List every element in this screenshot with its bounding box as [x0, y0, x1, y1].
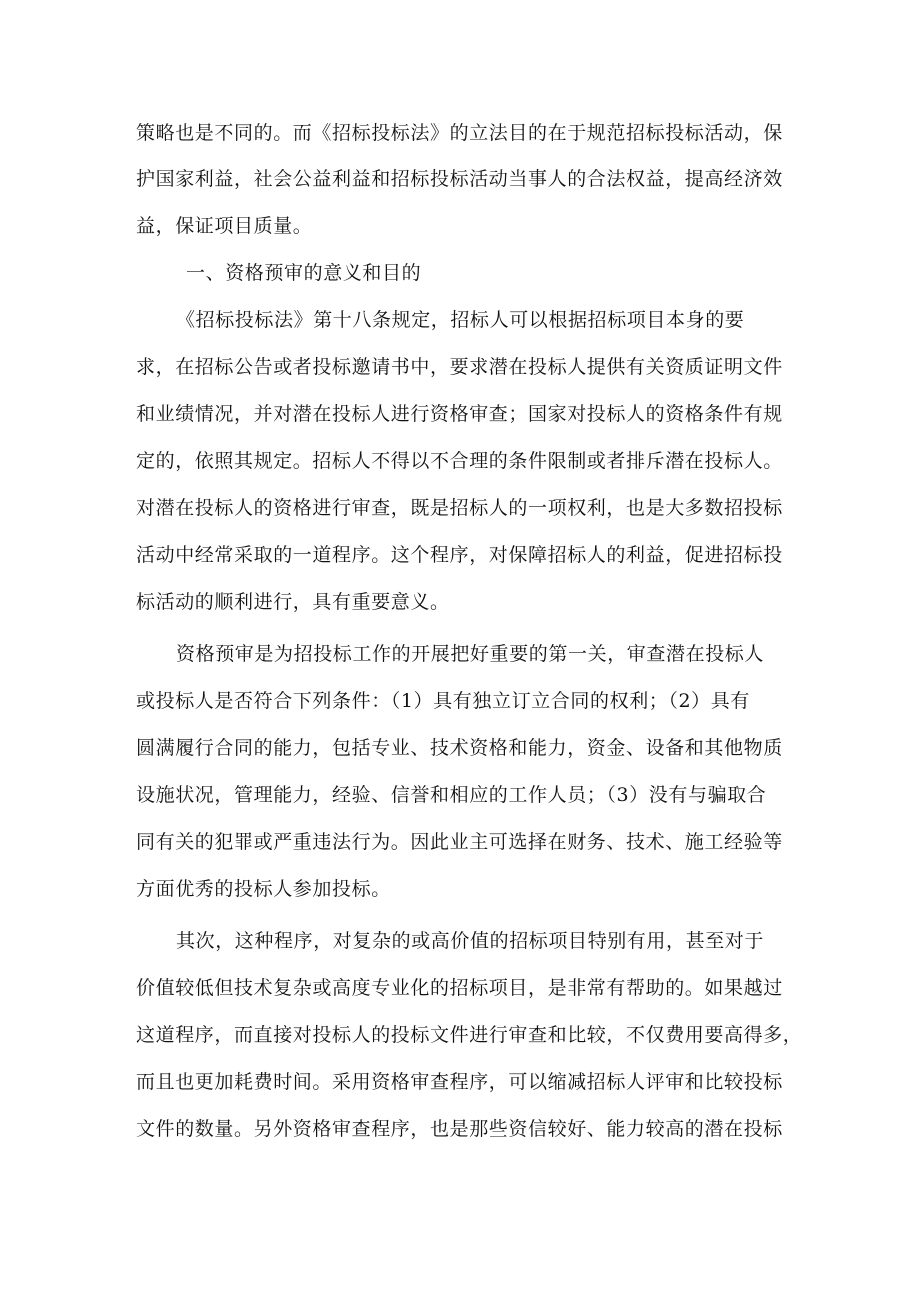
paragraph2-line-6: 方面优秀的投标人参加投标。: [136, 878, 391, 900]
paragraph1-line-2: 求，在招标公告或者投标邀请书中，要求潜在投标人提供有关资质证明文件: [136, 356, 783, 378]
paragraph3-line-5: 文件的数量。另外资格审查程序，也是那些资信较好、能力较高的潜在投标: [136, 1118, 783, 1140]
paragraph2-line-1: 资格预审是为招投标工作的开展把好重要的第一关，审查潜在投标人: [176, 643, 765, 665]
section-heading: 一、资格预审的意义和目的: [186, 262, 422, 284]
paragraph2-line-4: 设施状况，管理能力，经验、信誉和相应的工作人员；（3）没有与骗取合: [136, 784, 767, 806]
paragraph1-line-3: 和业绩情况，并对潜在投标人进行资格审查；国家对投标人的资格条件有规: [136, 403, 783, 425]
intro-line-1: 策略也是不同的。而《招标投标法》的立法目的在于规范招标投标活动，保: [136, 122, 783, 144]
paragraph2-line-3: 圆满履行合同的能力，包括专业、技术资格和能力，资金、设备和其他物质: [136, 737, 783, 759]
paragraph2-line-5: 同有关的犯罪或严重违法行为。因此业主可选择在财务、技术、施工经验等: [136, 831, 783, 853]
intro-line-2: 护国家利益，社会公益利益和招标投标活动当事人的合法权益，提高经济效: [136, 168, 783, 190]
paragraph3-line-3: 这道程序，而直接对投标人的投标文件进行审查和比较，不仅费用要高得多，: [136, 1024, 803, 1046]
paragraph1-line-7: 标活动的顺利进行，具有重要意义。: [136, 591, 450, 613]
paragraph1-line-6: 活动中经常采取的一道程序。这个程序，对保障招标人的利益，促进招标投: [136, 544, 783, 566]
paragraph1-line-1: 《招标投标法》第十八条规定，招标人可以根据招标项目本身的要: [176, 309, 745, 331]
paragraph3-line-4: 而且也更加耗费时间。采用资格审查程序，可以缩减招标人评审和比较投标: [136, 1071, 783, 1093]
paragraph1-line-4: 定的，依照其规定。招标人不得以不合理的条件限制或者排斥潜在投标人。: [136, 450, 783, 472]
paragraph3-line-2: 价值较低但技术复杂或高度专业化的招标项目，是非常有帮助的。如果越过: [136, 977, 783, 999]
paragraph3-line-1: 其次，这种程序，对复杂的或高价值的招标项目特别有用，甚至对于: [176, 930, 765, 952]
paragraph2-line-2: 或投标人是否符合下列条件：（1）具有独立订立合同的权利；（2）具有: [136, 690, 750, 712]
intro-line-3: 益，保证项目质量。: [136, 215, 313, 237]
paragraph1-line-5: 对潜在投标人的资格进行审查，既是招标人的一项权利，也是大多数招投标: [136, 497, 783, 519]
